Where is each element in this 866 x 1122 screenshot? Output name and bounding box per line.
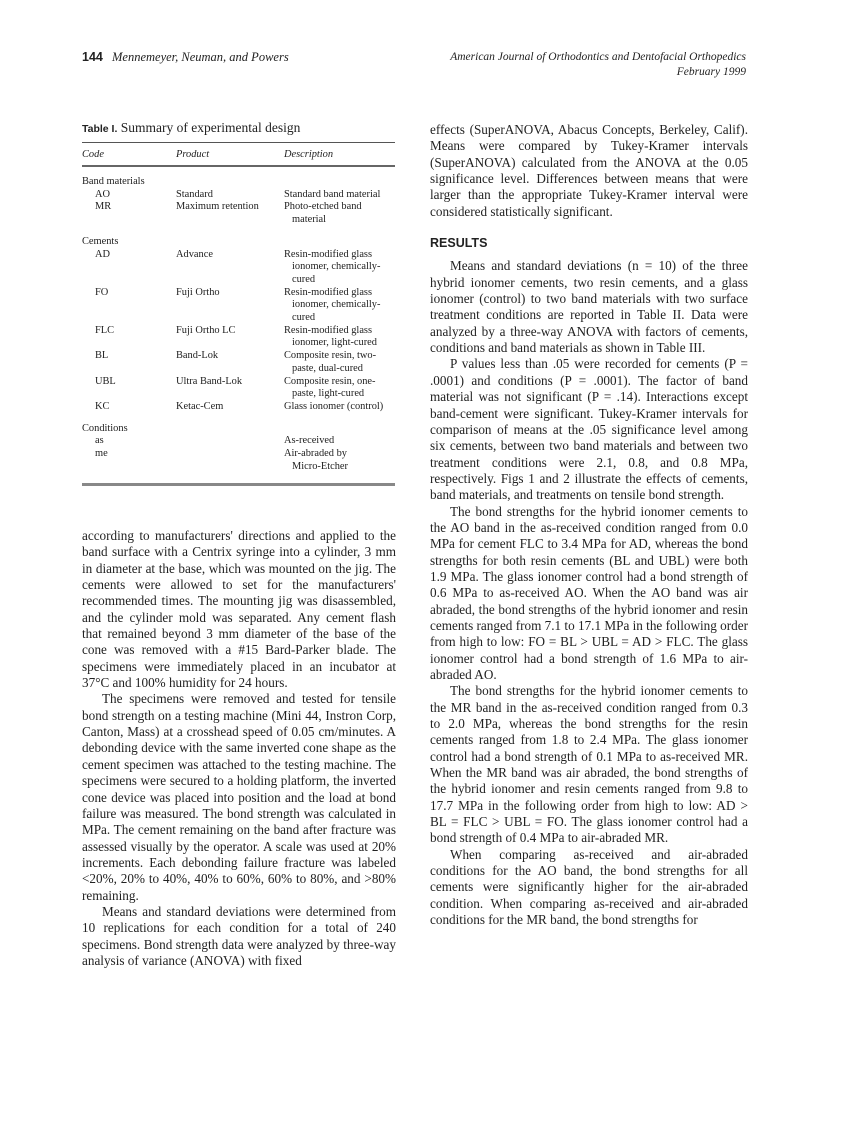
table-row <box>82 287 395 325</box>
description-line: cured <box>292 273 316 285</box>
group-label: Band materials <box>82 176 145 187</box>
cell-code: UBL <box>95 375 116 387</box>
table-row <box>82 401 395 414</box>
running-header-right <box>450 50 746 80</box>
table-row <box>82 201 395 226</box>
page-number: 144 <box>82 50 103 64</box>
running-authors: Mennemeyer, Neuman, and Powers <box>111 50 289 64</box>
table-row <box>82 249 395 287</box>
cell-product: Maximum retention <box>176 201 259 213</box>
paragraph: P values less than .05 were recorded for cements (P = .0001) and conditions (P = .0001). The factor of band material was not significant (P = .14). Interactions except band-cement were significant. Tukey-Kramer intervals for comparison of means at the .05 significance level among six cements, between two band materials and between two treatment conditions were 2.1, 0.8, and 0.8 MPa, respectively. Figs 1 and 2 illustrate the effects of cements, band materials, and treatments on tensile bond strength. <box>430 356 748 503</box>
description-line: ionomer, light-cured <box>292 337 377 349</box>
cell-product: Ultra Band-Lok <box>176 375 243 387</box>
cell-code: AD <box>95 248 111 260</box>
description-line: Standard band material <box>284 188 381 200</box>
cell-description <box>284 376 395 401</box>
table-group-header <box>82 423 395 436</box>
paragraph: Means and standard deviations (n = 10) of the three hybrid ionomer cements, two resin cements, and a glass ionomer (control) to two band materials with two surface treatment conditions are reported in Table II. Data were analyzed by a three-way ANOVA with factors of cements, conditions and band materials as shown in Table III. <box>430 258 748 356</box>
cell-description <box>284 325 395 350</box>
cell-product: Fuji Ortho LC <box>176 324 236 336</box>
table-row <box>82 435 395 448</box>
cell-code: AO <box>95 188 111 200</box>
cell-product <box>176 448 284 473</box>
table-body <box>82 176 395 473</box>
left-text-column <box>82 528 396 969</box>
paragraph: The specimens were removed and tested for tensile bond strength on a testing machine (Mini 44, Instron Corp, Canton, Mass) at a crosshead speed of 0.05 cm/minutes. A debonding device with the same inverted cone shape as the cement specimen was attached to the testing machine. The specimens were secured to a holding platform, the inverted cone device was placed into position and the load at bond failure was measured. The bond strength was calculated in MPa. The cement remaining on the band after fracture was assessed visually by the operator. A scale was used at 20% increments. Each debonding failure fracture was labeled <20%, 20% to 40%, 40% to 60%, 60% to 80%, and >80% remaining. <box>82 691 396 903</box>
cell-description <box>284 249 395 287</box>
description-line: Resin-modified glass <box>284 286 373 298</box>
description-line: Composite resin, two- <box>284 350 377 362</box>
cell-code: BL <box>95 350 109 362</box>
description-line: ionomer, chemically- <box>292 299 381 311</box>
description-line: Glass ionomer (control) <box>284 400 384 412</box>
cell-product: Ketac-Cem <box>176 400 224 412</box>
table-1 <box>82 120 395 486</box>
issue-date: February 1999 <box>676 66 746 78</box>
cell-code: as <box>95 435 104 447</box>
group-label: Conditions <box>82 422 128 434</box>
cell-product: Advance <box>176 248 213 260</box>
cell-code: FO <box>95 286 109 298</box>
cell-product: Band-Lok <box>176 350 219 362</box>
description-line: As-received <box>284 435 335 447</box>
cell-code: FLC <box>95 324 115 336</box>
description-line: paste, dual-cured <box>292 362 363 374</box>
description-line: material <box>292 214 327 226</box>
description-line: paste, light-cured <box>292 388 365 400</box>
cell-description <box>284 201 395 226</box>
cell-description <box>284 189 395 202</box>
cell-description <box>284 435 395 448</box>
description-line: Resin-modified glass <box>284 248 373 260</box>
table-bottom-rule <box>82 483 395 486</box>
paragraph: according to manufacturers' directions and applied to the band surface with a Centrix syringe into a cylinder, 3 mm in diameter at the base, which was mounted on the jig. The cements were allowed to set for the manufacturers' recommended times. The mounting jig was disassembled, and the cylinder mold was separated. Any cement flash that remained beyond 3 mm diameter of the base of the cone was removed with a #15 Bard-Parker blade. The specimens were immediately placed in an incubator at 37°C and 100% humidity for 24 hours. <box>82 528 396 691</box>
description-line: Composite resin, one- <box>284 375 376 387</box>
description-line: Micro-Etcher <box>292 460 348 472</box>
table-title: Summary of experimental design <box>120 120 301 135</box>
table-row <box>82 448 395 473</box>
table-caption <box>82 120 395 136</box>
section-heading-results: RESULTS <box>430 236 488 251</box>
description-line: Resin-modified glass <box>284 324 373 336</box>
cell-code: KC <box>95 400 110 412</box>
cell-code: me <box>95 448 108 460</box>
cell-code: MR <box>95 201 112 213</box>
description-line: Air-abraded by <box>284 448 347 460</box>
table-row <box>82 189 395 202</box>
table-header-rule <box>82 165 395 167</box>
table-row <box>82 350 395 375</box>
description-line: cured <box>292 312 316 324</box>
table-header-row <box>82 143 395 165</box>
cell-product <box>176 435 284 448</box>
col-header-description: Description <box>284 148 334 160</box>
paragraph: The bond strengths for the hybrid ionomer cements to the AO band in the as-received condition ranged from 0.0 MPa for cement FLC to 3.4 MPa for AD, whereas the bond strengths for both resin cements (BL and UBL) were both 1.9 MPa. The glass ionomer control had a bond strength of 0.6 MPa to as-received AO. When the AO band was air abraded, the bond strengths of the hybrid ionomer and resin cements ranged from 7.1 to 17.1 MPa in the following order from high to low: FO = BL > UBL = AD > FLC. The glass ionomer control had a bond strength of 1.6 MPa to air-abraded AO. <box>430 503 748 682</box>
table-group-header <box>82 176 395 189</box>
paragraph: effects (SuperANOVA, Abacus Concepts, Berkeley, Calif). Means were compared by Tukey-Kramer intervals (SuperANOVA) calculated from the ANOVA at the 0.05 significance level. Differences between means that were larger than the appropriate Tukey-Kramer interval were considered statistically significant. <box>430 122 748 219</box>
cell-description <box>284 287 395 325</box>
cell-product: Fuji Ortho <box>176 286 220 298</box>
table-label: Table I. <box>82 123 118 135</box>
col-header-code: Code <box>82 148 104 160</box>
col-header-product: Product <box>176 148 210 160</box>
cell-product: Standard <box>176 188 213 200</box>
journal-name: American Journal of Orthodontics and Dentofacial Orthopedics <box>450 51 746 63</box>
running-header-left <box>82 50 289 65</box>
paragraph: When comparing as-received and air-abraded conditions for the AO band, the bond strengths for all cements were significantly higher for the air-abraded condition. When comparing as-received and air-abraded conditions for the MR band, the bond strengths for <box>430 846 748 928</box>
cell-description <box>284 448 395 473</box>
cell-description <box>284 401 395 414</box>
description-line: ionomer, chemically- <box>292 261 381 273</box>
cell-description <box>284 350 395 375</box>
description-line: Photo-etched band <box>284 201 362 213</box>
table-row <box>82 376 395 401</box>
table-row <box>82 325 395 350</box>
paragraph: The bond strengths for the hybrid ionomer cements to the MR band in the as-received condition ranged from 0.3 to 2.0 MPa, whereas the bond strengths for the resin cements ranged from 1.8 to 2.4 MPa. The glass ionomer control had a bond strength of 0.1 MPa to as-received MR. When the MR band was air abraded, the bond strengths of the hybrid ionomer and resin cements ranged from 9.8 to 17.7 MPa in the following order from high to low: AD > BL = FLC > UBL = FO. The glass ionomer control had a bond strength of 0.4 MPa to air-abraded MR. <box>430 683 748 846</box>
table-group-header <box>82 236 395 249</box>
right-text-column <box>430 122 748 929</box>
paragraph: Means and standard deviations were determined from 10 replications for each condition for a total of 240 specimens. Bond strength data were analyzed by three-way analysis of variance (ANOVA) with fixed <box>82 903 396 968</box>
group-label: Cements <box>82 235 119 247</box>
